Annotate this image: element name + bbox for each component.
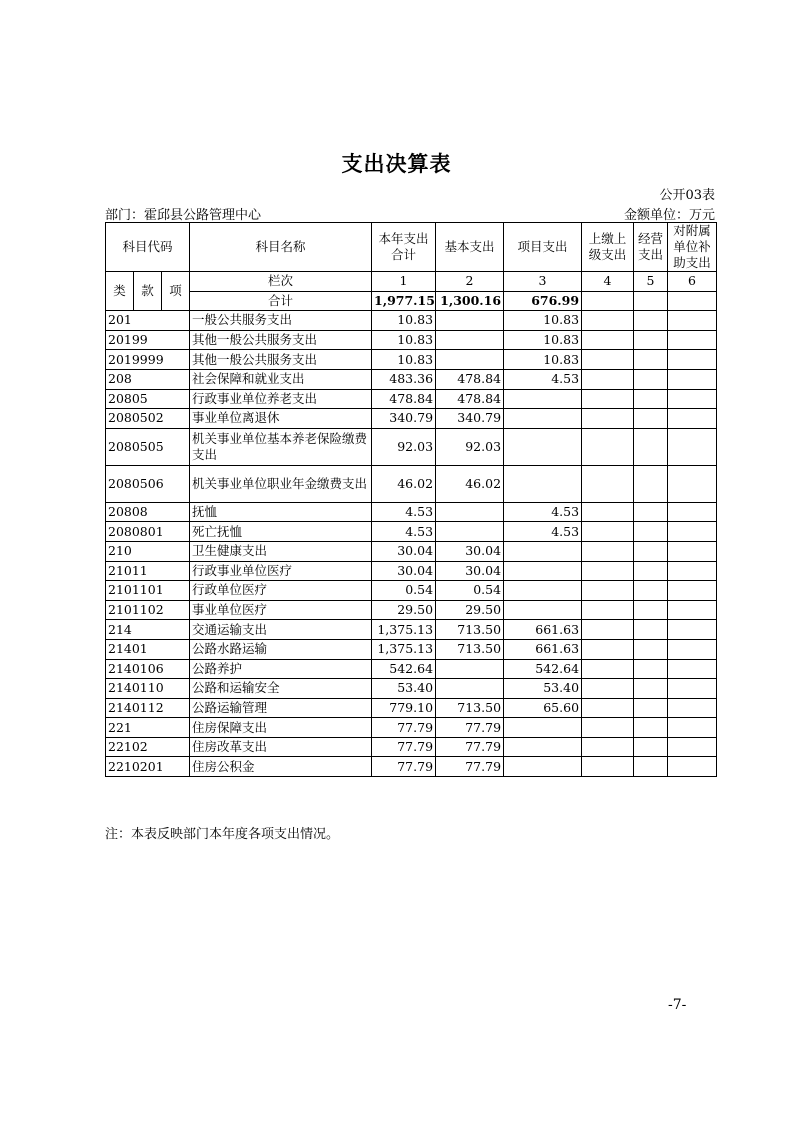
row-subsidy — [668, 561, 717, 581]
row-project: 661.63 — [504, 639, 582, 659]
table-row — [106, 502, 717, 522]
total-upper — [582, 291, 634, 311]
row-code: 22102 — [106, 737, 190, 757]
row-business — [634, 718, 668, 738]
row-project — [504, 428, 582, 465]
row-business — [634, 659, 668, 679]
row-total: 478.84 — [372, 389, 436, 409]
row-upper — [582, 369, 634, 389]
row-code: 201 — [106, 311, 190, 331]
table-row — [106, 757, 717, 777]
total-business — [634, 291, 668, 311]
row-upper — [582, 620, 634, 640]
row-project — [504, 600, 582, 620]
row-project: 10.83 — [504, 350, 582, 370]
table-row — [106, 428, 717, 465]
total-sum: 1,977.15 — [372, 291, 436, 311]
row-name: 公路养护 — [190, 659, 372, 679]
row-business — [634, 465, 668, 502]
row-business — [634, 409, 668, 429]
row-basic — [436, 679, 504, 699]
row-basic: 713.50 — [436, 639, 504, 659]
row-total: 340.79 — [372, 409, 436, 429]
row-business — [634, 541, 668, 561]
row-total: 10.83 — [372, 330, 436, 350]
row-name: 机关事业单位职业年金缴费支出 — [190, 465, 372, 502]
col-number-2: 2 — [436, 272, 504, 292]
row-basic — [436, 522, 504, 542]
row-upper — [582, 428, 634, 465]
row-subsidy — [668, 639, 717, 659]
row-subsidy — [668, 581, 717, 601]
row-code: 20808 — [106, 502, 190, 522]
row-name: 行政单位医疗 — [190, 581, 372, 601]
row-subsidy — [668, 389, 717, 409]
row-total: 1,375.13 — [372, 620, 436, 640]
row-basic: 77.79 — [436, 718, 504, 738]
row-total: 30.04 — [372, 561, 436, 581]
col-number-3: 3 — [504, 272, 582, 292]
row-subsidy — [668, 350, 717, 370]
row-business — [634, 757, 668, 777]
row-business — [634, 581, 668, 601]
row-code: 2019999 — [106, 350, 190, 370]
row-project: 10.83 — [504, 330, 582, 350]
header-code: 科目代码 — [106, 223, 190, 272]
row-basic: 340.79 — [436, 409, 504, 429]
row-upper — [582, 659, 634, 679]
row-code: 2101101 — [106, 581, 190, 601]
total-project: 676.99 — [504, 291, 582, 311]
row-project — [504, 541, 582, 561]
row-code: 221 — [106, 718, 190, 738]
row-subsidy — [668, 502, 717, 522]
row-subsidy — [668, 600, 717, 620]
row-upper — [582, 639, 634, 659]
table-note: 注：本表反映部门本年度各项支出情况。 — [105, 827, 340, 842]
row-project: 65.60 — [504, 698, 582, 718]
row-upper — [582, 679, 634, 699]
header-upper: 上缴上级支出 — [582, 223, 634, 272]
table-row — [106, 737, 717, 757]
row-name: 社会保障和就业支出 — [190, 369, 372, 389]
row-business — [634, 698, 668, 718]
row-total: 542.64 — [372, 659, 436, 679]
table-row — [106, 541, 717, 561]
col-number-1: 1 — [372, 272, 436, 292]
unit-label: 金额单位：万元 — [623, 208, 715, 223]
row-basic — [436, 330, 504, 350]
row-total: 0.54 — [372, 581, 436, 601]
row-upper — [582, 757, 634, 777]
header-project: 项目支出 — [504, 223, 582, 272]
total-subsidy — [668, 291, 717, 311]
row-subsidy — [668, 659, 717, 679]
row-business — [634, 502, 668, 522]
row-name: 行政事业单位医疗 — [190, 561, 372, 581]
row-project: 542.64 — [504, 659, 582, 679]
row-name: 事业单位离退休 — [190, 409, 372, 429]
table-row — [106, 389, 717, 409]
row-upper — [582, 522, 634, 542]
col-number-6: 6 — [668, 272, 717, 292]
row-upper — [582, 330, 634, 350]
row-subsidy — [668, 698, 717, 718]
table-row — [106, 330, 717, 350]
table-row — [106, 369, 717, 389]
row-code: 2140106 — [106, 659, 190, 679]
row-total: 779.10 — [372, 698, 436, 718]
row-total: 53.40 — [372, 679, 436, 699]
row-total: 10.83 — [372, 311, 436, 331]
header-business: 经营支出 — [634, 223, 668, 272]
row-basic: 713.50 — [436, 698, 504, 718]
row-business — [634, 561, 668, 581]
row-total: 30.04 — [372, 541, 436, 561]
row-total: 77.79 — [372, 757, 436, 777]
table-row — [106, 620, 717, 640]
row-basic: 46.02 — [436, 465, 504, 502]
column-number-row — [106, 272, 717, 292]
row-project: 53.40 — [504, 679, 582, 699]
row-project — [504, 561, 582, 581]
row-upper — [582, 718, 634, 738]
row-basic: 713.50 — [436, 620, 504, 640]
row-subsidy — [668, 330, 717, 350]
table-row — [106, 679, 717, 699]
row-subsidy — [668, 679, 717, 699]
col-number-4: 4 — [582, 272, 634, 292]
table-row — [106, 522, 717, 542]
row-code: 2080505 — [106, 428, 190, 465]
row-total: 46.02 — [372, 465, 436, 502]
row-subsidy — [668, 522, 717, 542]
row-name: 公路水路运输 — [190, 639, 372, 659]
row-basic: 478.84 — [436, 389, 504, 409]
row-business — [634, 311, 668, 331]
row-code: 214 — [106, 620, 190, 640]
row-subsidy — [668, 620, 717, 640]
row-business — [634, 679, 668, 699]
row-name: 其他一般公共服务支出 — [190, 350, 372, 370]
table-row — [106, 698, 717, 718]
row-code: 2080506 — [106, 465, 190, 502]
row-subsidy — [668, 541, 717, 561]
row-project — [504, 409, 582, 429]
total-basic: 1,300.16 — [436, 291, 504, 311]
row-upper — [582, 465, 634, 502]
row-subsidy — [668, 311, 717, 331]
table-row — [106, 350, 717, 370]
row-basic: 77.79 — [436, 737, 504, 757]
row-basic — [436, 350, 504, 370]
table-row — [106, 659, 717, 679]
header-lanci: 栏次 — [190, 272, 372, 292]
row-basic — [436, 502, 504, 522]
row-project: 4.53 — [504, 522, 582, 542]
row-subsidy — [668, 428, 717, 465]
row-name: 事业单位医疗 — [190, 600, 372, 620]
row-name: 交通运输支出 — [190, 620, 372, 640]
department-label: 部门：霍邱县公路管理中心 — [105, 208, 262, 223]
row-basic: 29.50 — [436, 600, 504, 620]
row-name: 住房保障支出 — [190, 718, 372, 738]
row-project: 4.53 — [504, 369, 582, 389]
table-row — [106, 581, 717, 601]
form-number: 公开03表 — [659, 188, 715, 203]
row-upper — [582, 581, 634, 601]
row-business — [634, 620, 668, 640]
row-upper — [582, 561, 634, 581]
header-name: 科目名称 — [190, 223, 372, 272]
row-name: 其他一般公共服务支出 — [190, 330, 372, 350]
row-subsidy — [668, 369, 717, 389]
row-basic — [436, 659, 504, 679]
row-total: 4.53 — [372, 522, 436, 542]
row-code: 21011 — [106, 561, 190, 581]
row-basic: 77.79 — [436, 757, 504, 777]
row-business — [634, 330, 668, 350]
row-business — [634, 369, 668, 389]
row-upper — [582, 311, 634, 331]
row-basic: 92.03 — [436, 428, 504, 465]
table-row — [106, 409, 717, 429]
row-code: 20199 — [106, 330, 190, 350]
table-row — [106, 311, 717, 331]
row-name: 抚恤 — [190, 502, 372, 522]
row-business — [634, 428, 668, 465]
row-code: 2080801 — [106, 522, 190, 542]
row-name: 公路和运输安全 — [190, 679, 372, 699]
row-basic: 0.54 — [436, 581, 504, 601]
table-row — [106, 639, 717, 659]
row-total: 92.03 — [372, 428, 436, 465]
row-total: 29.50 — [372, 600, 436, 620]
row-upper — [582, 350, 634, 370]
row-project — [504, 737, 582, 757]
row-project — [504, 581, 582, 601]
header-kuan: 款 — [134, 272, 162, 311]
row-project: 661.63 — [504, 620, 582, 640]
header-row — [106, 223, 717, 272]
row-code: 2140110 — [106, 679, 190, 699]
expenditure-table — [105, 222, 717, 777]
row-name: 行政事业单位养老支出 — [190, 389, 372, 409]
row-name: 住房改革支出 — [190, 737, 372, 757]
row-project: 4.53 — [504, 502, 582, 522]
total-label: 合计 — [190, 291, 372, 311]
row-upper — [582, 737, 634, 757]
row-business — [634, 737, 668, 757]
row-total: 483.36 — [372, 369, 436, 389]
row-code: 20805 — [106, 389, 190, 409]
table-row — [106, 465, 717, 502]
header-xiang: 项 — [162, 272, 190, 311]
row-name: 死亡抚恤 — [190, 522, 372, 542]
header-lei: 类 — [106, 272, 134, 311]
row-upper — [582, 409, 634, 429]
row-project — [504, 718, 582, 738]
col-number-5: 5 — [634, 272, 668, 292]
row-basic: 478.84 — [436, 369, 504, 389]
header-subsidy: 对附属单位补助支出 — [668, 223, 717, 272]
row-code: 208 — [106, 369, 190, 389]
row-business — [634, 600, 668, 620]
row-business — [634, 522, 668, 542]
row-code: 2210201 — [106, 757, 190, 777]
row-name: 机关事业单位基本养老保险缴费支出 — [190, 428, 372, 465]
table-row — [106, 561, 717, 581]
row-basic: 30.04 — [436, 541, 504, 561]
row-upper — [582, 389, 634, 409]
row-project — [504, 757, 582, 777]
row-project: 10.83 — [504, 311, 582, 331]
row-code: 2101102 — [106, 600, 190, 620]
row-business — [634, 389, 668, 409]
total-row — [106, 291, 717, 311]
row-project — [504, 389, 582, 409]
table-row — [106, 718, 717, 738]
row-name: 一般公共服务支出 — [190, 311, 372, 331]
row-business — [634, 350, 668, 370]
table-row — [106, 600, 717, 620]
row-name: 卫生健康支出 — [190, 541, 372, 561]
row-subsidy — [668, 465, 717, 502]
row-basic — [436, 311, 504, 331]
row-project — [504, 465, 582, 502]
row-code: 21401 — [106, 639, 190, 659]
row-upper — [582, 502, 634, 522]
header-basic: 基本支出 — [436, 223, 504, 272]
row-code: 2140112 — [106, 698, 190, 718]
row-business — [634, 639, 668, 659]
row-code: 2080502 — [106, 409, 190, 429]
row-total: 10.83 — [372, 350, 436, 370]
row-upper — [582, 698, 634, 718]
row-subsidy — [668, 718, 717, 738]
row-name: 住房公积金 — [190, 757, 372, 777]
row-total: 1,375.13 — [372, 639, 436, 659]
page-number: -7- — [668, 997, 687, 1013]
row-total: 77.79 — [372, 718, 436, 738]
row-subsidy — [668, 409, 717, 429]
row-code: 210 — [106, 541, 190, 561]
row-upper — [582, 541, 634, 561]
page-title: 支出决算表 — [341, 152, 452, 176]
header-total: 本年支出合计 — [372, 223, 436, 272]
row-basic: 30.04 — [436, 561, 504, 581]
row-name: 公路运输管理 — [190, 698, 372, 718]
row-upper — [582, 600, 634, 620]
row-total: 4.53 — [372, 502, 436, 522]
row-subsidy — [668, 757, 717, 777]
row-total: 77.79 — [372, 737, 436, 757]
row-subsidy — [668, 737, 717, 757]
